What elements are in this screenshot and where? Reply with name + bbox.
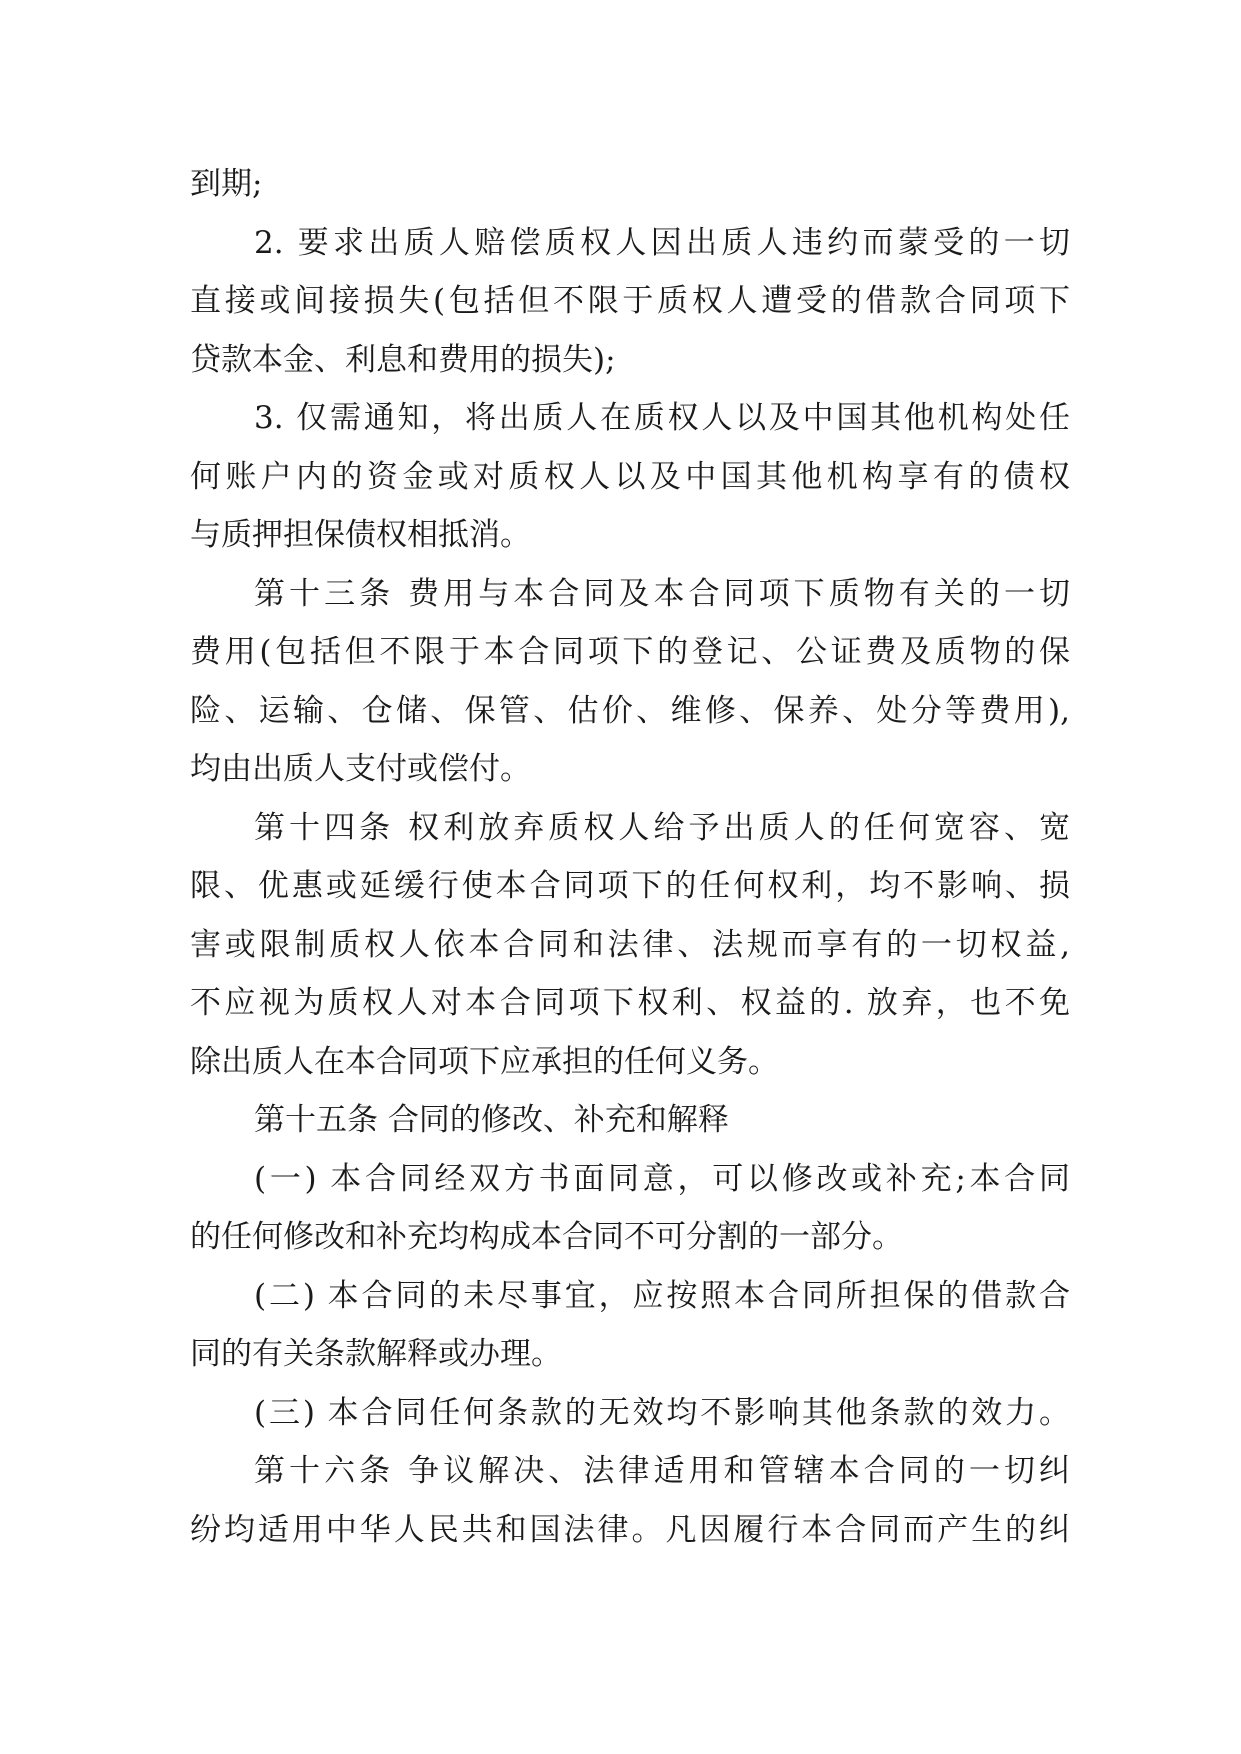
text-line: 险、运输、仓储、保管、估价、维修、保养、处分等费用), bbox=[190, 692, 1070, 729]
text-line: 何账户内的资金或对质权人以及中国其他机构享有的债权 bbox=[190, 458, 1070, 495]
text-line: 第十六条 争议解决、法律适用和管辖本合同的一切纠 bbox=[254, 1453, 1070, 1489]
text-line: (二) 本合同的未尽事宜，应按照本合同所担保的借款合 bbox=[254, 1277, 1070, 1314]
text-line: (一) 本合同经双方书面同意，可以修改或补充;本合同 bbox=[254, 1160, 1070, 1197]
text-line: 直接或间接损失(包括但不限于质权人遭受的借款合同项下 bbox=[190, 283, 1070, 319]
text-line: 纷均适用中华人民共和国法律。凡因履行本合同而产生的纠 bbox=[190, 1511, 1070, 1548]
text-line: 的任何修改和补充均构成本合同不可分割的一部分。 bbox=[190, 1219, 903, 1255]
text-line: (三) 本合同任何条款的无效均不影响其他条款的效力。 bbox=[254, 1394, 1070, 1431]
text-line: 与质押担保债权相抵消。 bbox=[190, 517, 531, 553]
text-line: 3. 仅需通知，将出质人在质权人以及中国其他机构处任 bbox=[254, 400, 1070, 436]
text-line: 不应视为质权人对本合同项下权利、权益的. 放弃，也不免 bbox=[190, 985, 1070, 1021]
text-line: 第十五条 合同的修改、补充和解释 bbox=[254, 1102, 729, 1138]
text-line: 到期; bbox=[190, 166, 263, 202]
text-line: 均由出质人支付或偿付。 bbox=[190, 751, 531, 787]
text-line: 除出质人在本合同项下应承担的任何义务。 bbox=[190, 1043, 779, 1080]
text-line: 第十三条 费用与本合同及本合同项下质物有关的一切 bbox=[254, 575, 1070, 612]
text-line: 同的有关条款解释或办理。 bbox=[190, 1336, 562, 1372]
text-line: 害或限制质权人依本合同和法律、法规而享有的一切权益, bbox=[190, 926, 1070, 963]
text-line: 贷款本金、利息和费用的损失); bbox=[190, 341, 616, 378]
text-line: 2. 要求出质人赔偿质权人因出质人违约而蒙受的一切 bbox=[254, 224, 1070, 261]
text-line: 限、优惠或延缓行使本合同项下的任何权利，均不影响、损 bbox=[190, 868, 1070, 904]
text-line: 费用(包括但不限于本合同项下的登记、公证费及质物的保 bbox=[190, 634, 1070, 670]
document-body bbox=[190, 155, 1070, 1559]
text-line: 第十四条 权利放弃质权人给予出质人的任何宽容、宽 bbox=[254, 809, 1070, 846]
